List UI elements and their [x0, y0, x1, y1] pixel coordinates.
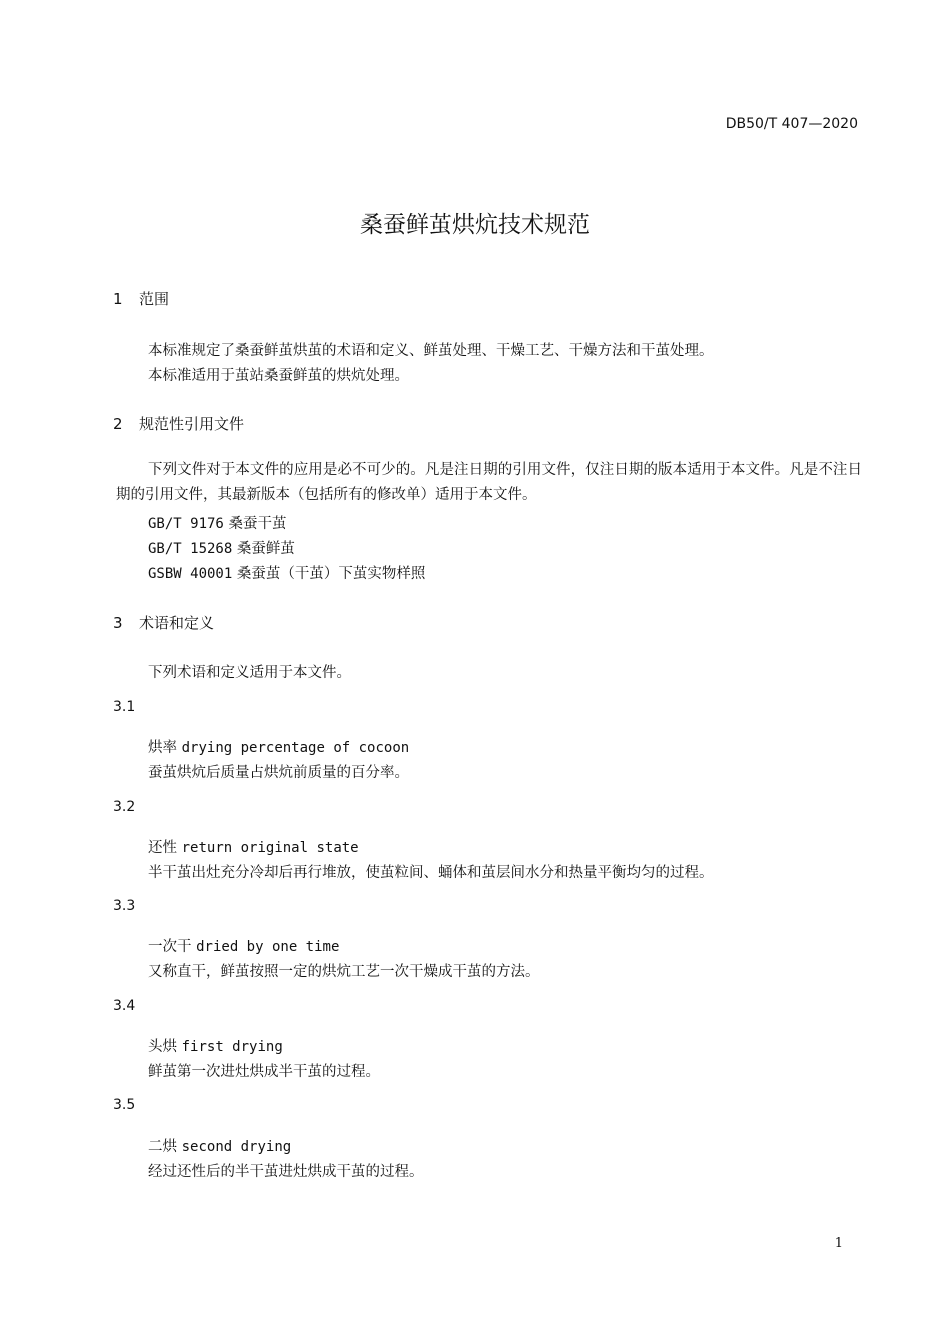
section-3-heading [113, 612, 214, 633]
term-en: first drying [181, 1039, 283, 1055]
paragraph: 本标准适用于茧站桑蚕鲜茧的烘炕处理。 [148, 368, 409, 384]
term-number: 3.4 [113, 998, 136, 1014]
term-zh: 一次干 [148, 939, 192, 955]
reference-name: 桑蚕鲜茧 [236, 541, 295, 557]
reference-item [148, 537, 295, 558]
section-number: 2 [113, 415, 123, 433]
section-2-heading [113, 413, 244, 434]
term-definition: 经过还性后的半干茧进灶烘成干茧的过程。 [148, 1164, 424, 1180]
term-definition: 鲜茧第一次进灶烘成半干茧的过程。 [148, 1064, 380, 1080]
term-definition: 半干茧出灶充分冷却后再行堆放，使茧粒间、蛹体和茧层间水分和热量平衡均匀的过程。 [148, 865, 714, 881]
page-number: 1 [834, 1236, 843, 1251]
section-1-heading [113, 288, 169, 309]
reference-name: 桑蚕茧（干茧）下茧实物样照 [236, 566, 426, 582]
section-title: 术语和定义 [139, 614, 215, 632]
paragraph: 本标准规定了桑蚕鲜茧烘茧的术语和定义、鲜茧处理、干燥工艺、干燥方法和干茧处理。 [148, 343, 714, 359]
reference-name: 桑蚕干茧 [228, 516, 287, 532]
section-title: 规范性引用文件 [139, 415, 245, 433]
reference-item [148, 562, 425, 583]
term-zh: 还性 [148, 840, 177, 856]
term-number: 3.5 [113, 1097, 136, 1113]
term-name [148, 1135, 291, 1156]
term-number: 3.1 [113, 699, 136, 715]
term-definition: 又称直干，鲜茧按照一定的烘炕工艺一次干燥成干茧的方法。 [148, 964, 540, 980]
term-en: return original state [181, 840, 359, 856]
reference-code: GSBW 40001 [148, 566, 233, 582]
reference-code: GB/T 15268 [148, 541, 233, 557]
term-en: second drying [181, 1139, 292, 1155]
term-en: dried by one time [196, 939, 340, 955]
paragraph: 下列术语和定义适用于本文件。 [148, 665, 351, 681]
section-number: 3 [113, 614, 123, 632]
term-zh: 二烘 [148, 1139, 177, 1155]
reference-code: GB/T 9176 [148, 516, 224, 532]
term-name [148, 935, 339, 956]
term-zh: 烘率 [148, 740, 177, 756]
reference-item [148, 512, 286, 533]
section-number: 1 [113, 290, 123, 308]
term-number: 3.3 [113, 898, 136, 914]
term-zh: 头烘 [148, 1039, 177, 1055]
term-definition: 蚕茧烘炕后质量占烘炕前质量的百分率。 [148, 765, 409, 781]
document-code: DB50/T 407—2020 [725, 116, 858, 132]
paragraph: 下列文件对于本文件的应用是必不可少的。凡是注日期的引用文件，仅注日期的版本适用于本文件。凡是不注日期的引用文件，其最新版本（包括所有的修改单）适用于本文件。 [116, 462, 862, 503]
term-en: drying percentage of cocoon [181, 740, 410, 756]
term-name [148, 836, 359, 857]
term-name [148, 736, 409, 757]
page-title: 桑蚕鲜茧烘炕技术规范 [360, 212, 590, 238]
term-name [148, 1035, 283, 1056]
term-number: 3.2 [113, 799, 136, 815]
section-title: 范围 [139, 290, 170, 308]
